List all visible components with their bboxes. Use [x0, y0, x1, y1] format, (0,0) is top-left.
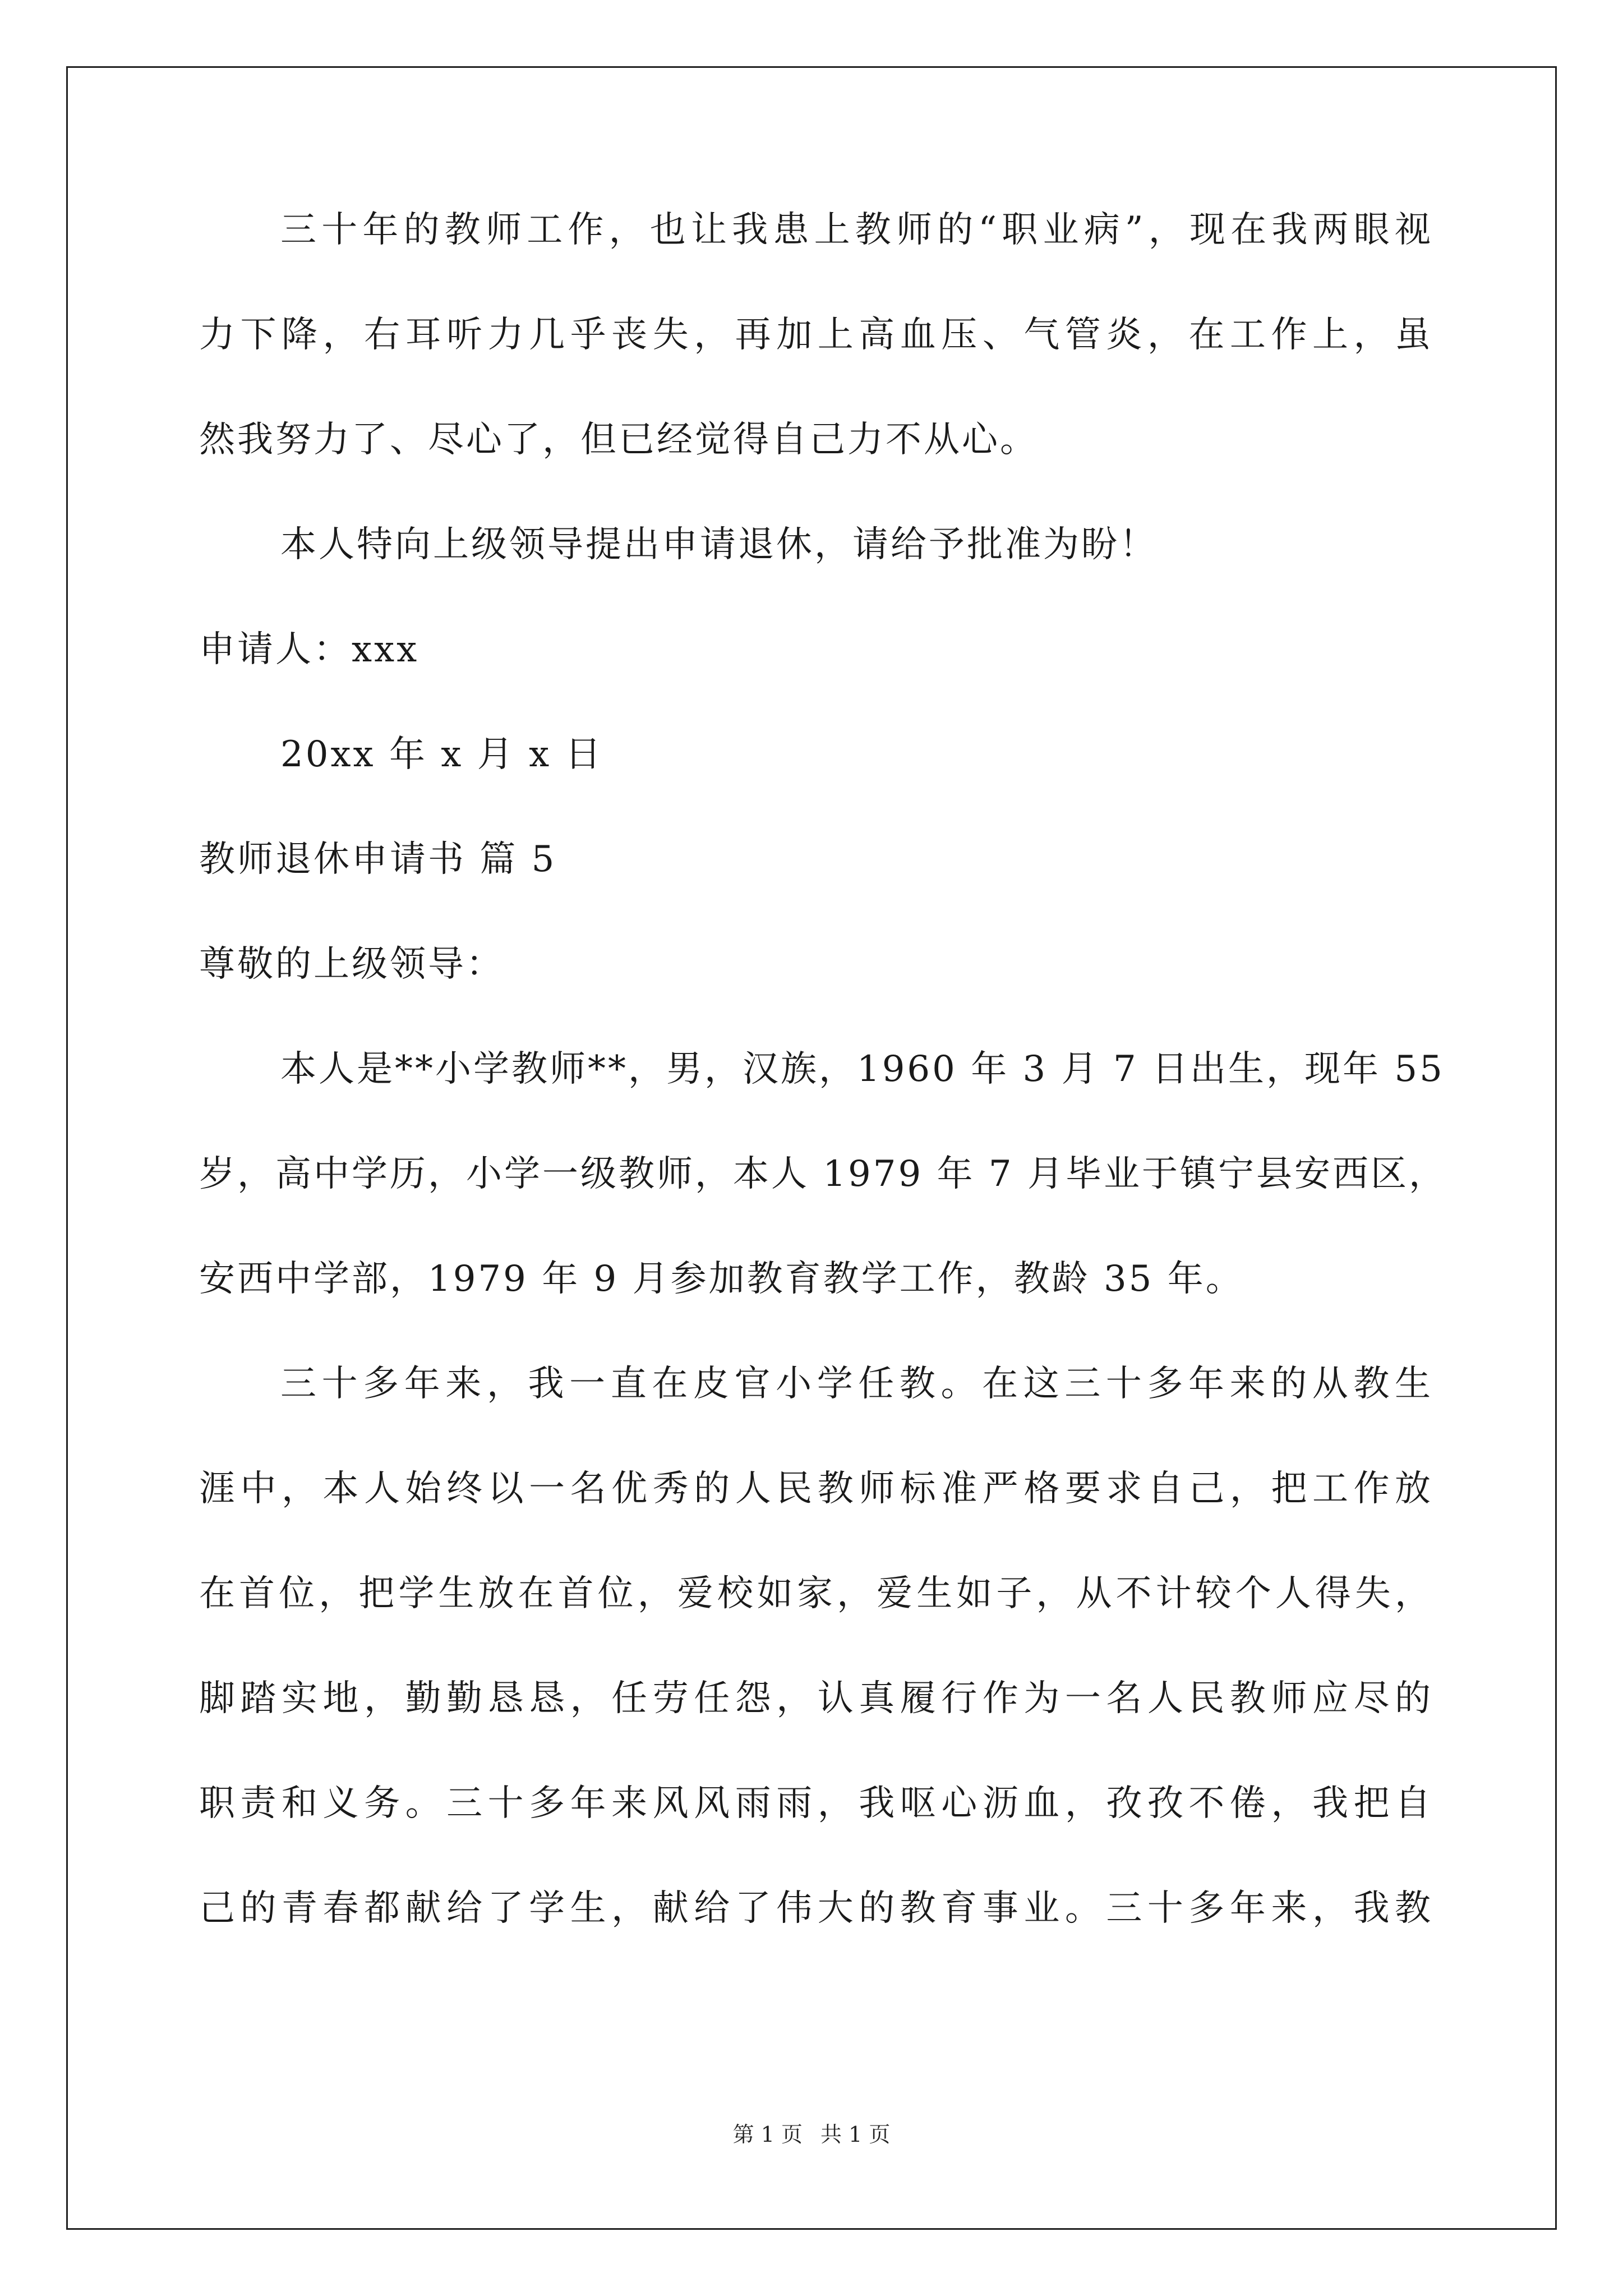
applicant-line: 申请人：xxx — [199, 629, 419, 670]
paragraph-line: 己的青春都献给了学生，献给了伟大的教育事业。三十多年来，我教 — [199, 1888, 1433, 1929]
paragraph-line: 本人特向上级领导提出申请退休，请给予批准为盼！ — [280, 524, 1158, 565]
paragraph-line: 然我努力了、尽心了，但已经觉得自己力不从心。 — [199, 419, 1038, 461]
paragraph-line: 三十多年来，我一直在皮官小学任教。在这三十多年来的从教生 — [280, 1363, 1433, 1405]
paragraph-line: 安西中学部，1979 年 9 月参加教育教学工作，教龄 35 年。 — [199, 1258, 1244, 1300]
paragraph-line: 脚踏实地，勤勤恳恳，任劳任怨，认真履行作为一名人民教师应尽的 — [199, 1678, 1433, 1719]
paragraph-line: 在首位，把学生放在首位，爱校如家，爱生如子，从不计较个人得失， — [199, 1573, 1433, 1614]
paragraph-line: 岁，高中学历，小学一级教师，本人 1979 年 7 月毕业于镇宁县安西区， — [199, 1153, 1447, 1195]
date-line: 20xx 年 x 月 x 日 — [280, 734, 603, 775]
paragraph-line: 本人是**小学教师**，男，汉族，1960 年 3 月 7 日出生，现年 55 — [280, 1048, 1445, 1090]
salutation: 尊敬的上级领导： — [199, 944, 504, 985]
paragraph-line: 职责和义务。三十多年来风风雨雨，我呕心沥血，孜孜不倦，我把自 — [199, 1783, 1433, 1824]
page-total: 共 1 页 — [820, 2122, 891, 2147]
paragraph-line: 三十年的教师工作，也让我患上教师的“职业病”，现在我两眼视 — [280, 209, 1433, 251]
page-number: 第 1 页 — [732, 2122, 803, 2147]
page-footer — [0, 2120, 1623, 2148]
section-heading: 教师退休申请书 篇 5 — [199, 839, 557, 880]
paragraph-line: 涯中，本人始终以一名优秀的人民教师标准严格要求自己，把工作放 — [199, 1468, 1433, 1510]
paragraph-line: 力下降，右耳听力几乎丧失，再加上高血压、气管炎，在工作上，虽 — [199, 314, 1433, 356]
